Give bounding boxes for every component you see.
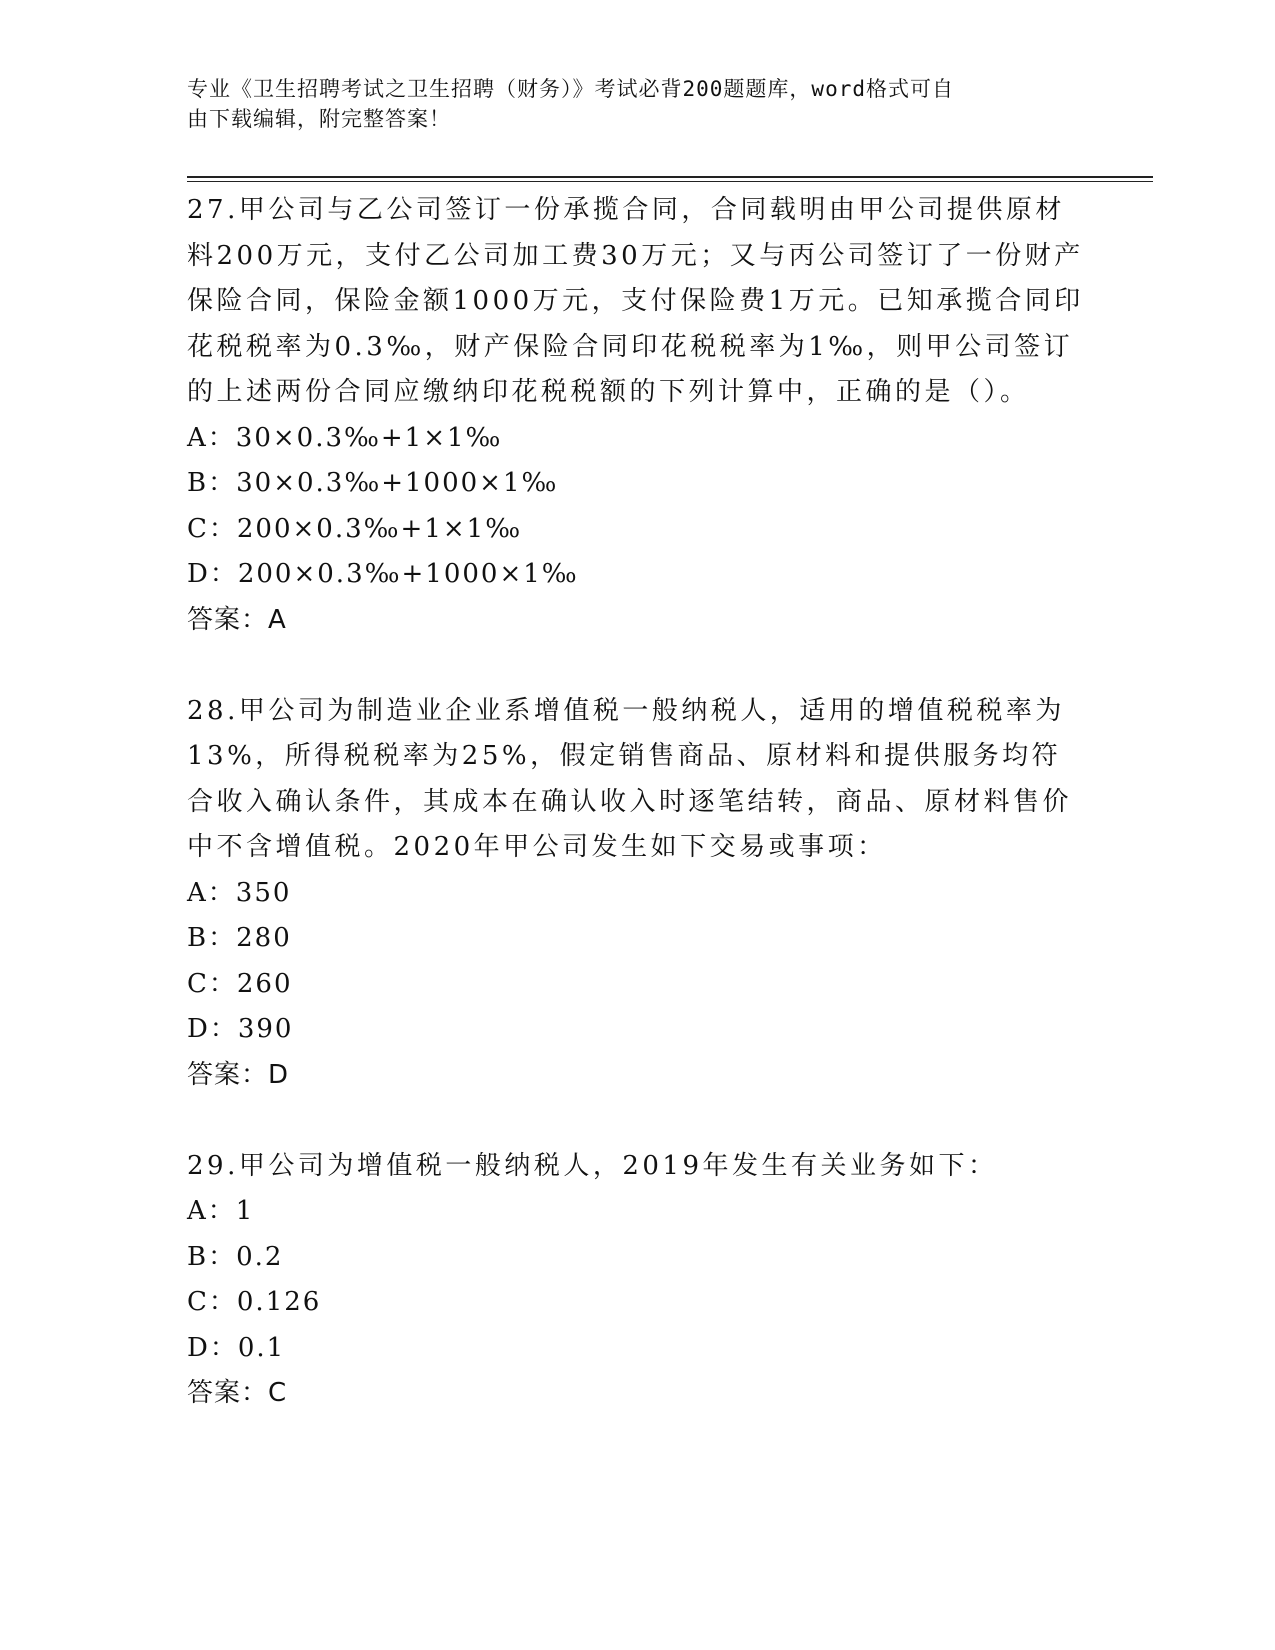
header-divider-bottom bbox=[187, 181, 1153, 182]
option-c: C：260 bbox=[187, 968, 293, 999]
question-spacer bbox=[187, 1098, 1087, 1144]
option-d: D：200×0.3‰+1000×1‰ bbox=[187, 559, 579, 589]
option-b: B：30×0.3‰+1000×1‰ bbox=[187, 468, 559, 498]
question-28 bbox=[187, 689, 1087, 1099]
option-d: D：390 bbox=[187, 1014, 294, 1044]
question-stem: 27.甲公司与乙公司签订一份承揽合同，合同载明由甲公司提供原材料200万元，支付乙公司加工费30万元；又与丙公司签订了一份财产保险合同，保险金额1000万元，支付保险费1万元。已知承揽合同印花税税率为0.3‰，财产保险合同印花税税率为1‰，则甲公司签订的上述两份合同应缴纳印花税税额的下列计算中，正确的是（）。 bbox=[187, 195, 1084, 407]
answer-line: 答案：C bbox=[187, 1378, 288, 1408]
question-spacer bbox=[187, 643, 1087, 689]
option-d: D：0.1 bbox=[187, 1332, 286, 1363]
answer-line: 答案：A bbox=[187, 604, 287, 635]
option-b: B：280 bbox=[187, 923, 292, 953]
option-c: C：200×0.3‰+1×1‰ bbox=[187, 513, 523, 544]
header-line-1: 专业《卫生招聘考试之卫生招聘（财务）》考试必背200题题库，word格式可自 bbox=[187, 77, 954, 101]
question-27 bbox=[187, 188, 1087, 643]
header-line-2: 由下载编辑，附完整答案！ bbox=[187, 107, 451, 131]
option-a: A：1 bbox=[187, 1196, 255, 1226]
question-29 bbox=[187, 1144, 1087, 1417]
option-b: B：0.2 bbox=[187, 1241, 284, 1272]
option-c: C：0.126 bbox=[187, 1287, 322, 1317]
question-list bbox=[187, 188, 1087, 1417]
header-divider-top bbox=[187, 176, 1153, 178]
document-header bbox=[187, 74, 1067, 134]
question-stem: 29.甲公司为增值税一般纳税人，2019年发生有关业务如下： bbox=[187, 1150, 998, 1181]
question-stem: 28.甲公司为制造业企业系增值税一般纳税人，适用的增值税税率为13%，所得税税率为25%，假定销售商品、原材料和提供服务均符合收入确认条件，其成本在确认收入时逐笔结转，商品、原材料售价中不含增值税。2020年甲公司发生如下交易或事项： bbox=[187, 695, 1073, 862]
option-a: A：350 bbox=[187, 877, 292, 908]
answer-line: 答案：D bbox=[187, 1059, 290, 1090]
option-a: A：30×0.3‰+1×1‰ bbox=[187, 422, 503, 453]
